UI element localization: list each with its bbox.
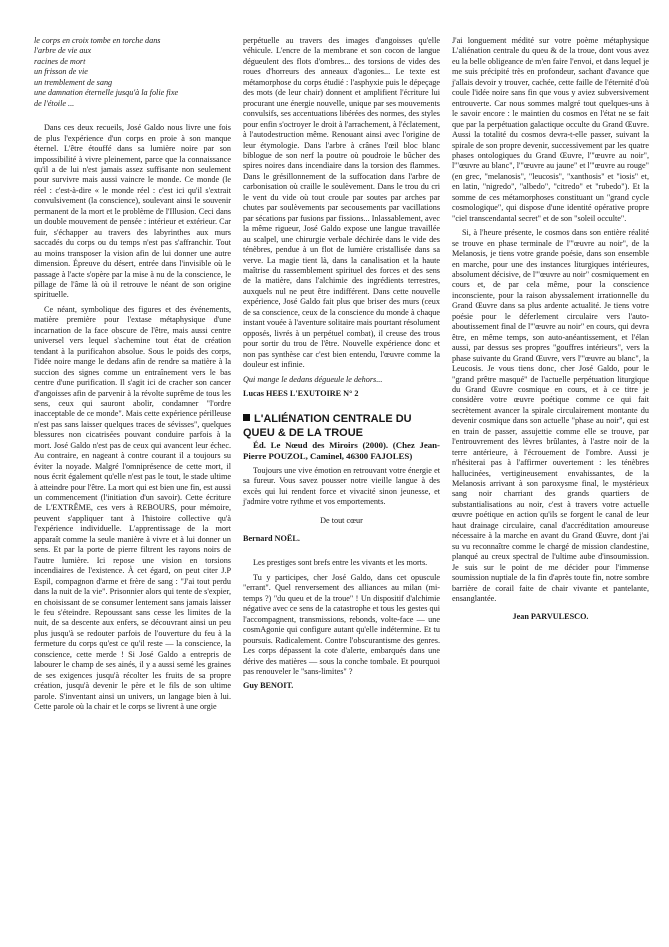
- letter-paragraph: J'ai longuement médité sur votre poème métaphysique L'aliénation centrale du queu & de la troue, dont vous avez eu la belle obligeance de m'en faire l'envoi, et dans lequel je me suis précipité très en profondeur, sachant d'avance que j'allais devoir y trouver, cachée, cette faille de l'éternité d'où coule l'idée noire sans fin que vous y aviez subversivement entrouverte. Car nous sommes malgré tout quelques-uns à le savoir encore : le maintien du cosmos en l'état ne se fait que par la perpétuation galactique occulte du Grand Œuvre. Aussi la totalité du cosmos devra-t-elle passer, suivant la spirale de son propre devenir, successivement par les quatre phases ontologiques du Grand Œuvre, l'"œuvre au noir", l'"œuvre au blanc", l'"œuvre au jaune" et l'"œuvre au rouge" (en grec, "melanosis", "leucosis", "xanthosis" et "iosis" et, en latin, "nigredo", "albedo", "citredo" et "rubedo"). Et la somme de ces métamorphoses constituant un "grand cycle cosmologique", qui dispose d'une identité opérative propre "ciel transcendantal secret" et de son "soleil occulte".: [452, 36, 649, 223]
- section-title: L'ALIÉNATION CENTRALE DU QUEU & DE LA TROUE: [243, 413, 412, 439]
- poem-line: un frisson de vie: [34, 67, 88, 77]
- signature: Jean PARVULESCO.: [512, 612, 589, 622]
- poem-line: l'arbre de vie aux: [34, 46, 92, 56]
- poem-line: une damnation éternelle jusqu'à la folie fixe: [34, 88, 179, 98]
- signature: Lucas HEES L'EXUTOIRE N° 2: [243, 388, 359, 398]
- letter-paragraph: Si, à l'heure présente, le cosmos dans son entière réalité se trouve en phase terminale de l'"œuvre au noir", de la Melanosis, je tiens votre grande poésie, dans son ensemble en marche, pour une des instances liturgiques intérieures, absolument décisive, de l'"œuvre au noir" cosmiquement en cours et, de par cela même, pour la conscience inconsciente, pour la raison abyssalement irrationnelle du Grand Œuvre dans sa plus ardente actualité. Je tiens votre poésie pour le déferlement circulaire vers l'auto-aboutissement final de l'"œuvre au noir" en cours, qui devra être, en même temps, son auto-anéantissement, et l'élan aussi, par dessus ses propres "gouffres intérieurs", vers la phase suivante du Grand Œuvre, vers l'"œuvre au blanc", la Leucosis. Je vous tiens donc, cher José Galdo, pour le "grand prêtre masqué" de l'actuelle perpétuation liturgique du Grand Œuvre cosmique en cours, et à ce titre je considère votre œuvre poétique comme ce qui fait secrètement avancer la spirale circulairement montante du devenir cosmique dans son actuelle "phase au noir", qui est en train de passer, assujettie comme elle se trouve, par l'entrouvrement des lèvres brûlantes, à l'astre noir de la terre antérieure, à l'écrouement de l'ombre. Aussi je n'hésiterai pas à l'affirmer ouvertement : les ténèbres hallucinées, vertigineusement envahissantes, de la Melanosis arrivant à son paroxysme final, le mystérieux sang noir charriant des grands quartiers de substantialisations au noir, c'est à travers votre actuelle œuvre poétique en action qu'ils se forgent le canal de leur haut drainage circulaire, canal d'accréditation amoureuse nécessaire à la marche en avant du Grand Œuvre, dont j'ai su vu reconnaître comme le chargé de mission clandestine, planqué au creux spectral de l'ultime aube d'insoumission. Je suis sur le point de me décider pour l'immense soumission nuptiale de la fin d'après toute fin, notre sombre barrière de corail faite de chair vivante et pantelante, ensanglantée.: [452, 228, 649, 604]
- signature: Guy BENOIT.: [243, 681, 294, 691]
- publication-info: Éd. Le Nœud des Miroirs (2000). (Chez Jean-Pierre POUZOL, Caminel, 46300 FAJOLES): [243, 439, 440, 461]
- review-paragraph: Dans ces deux recueils, José Galdo nous livre une fois de plus l'expérience d'un corps en proie à son manque éternel. L'être étouffé dans sa lumière noire par son impossibilité à vivre pleinement, parce que la connaissance qu'il a de lui n'est jamais assez suffisante non seulement pour survivre mais aussi vaincre le monde. Ce monde (le réel : c'est-à-dire « le monde réel : c'est ici qu'il s'extrait convulsivement (la conscience), soulevant ainsi le souvenir permanent de la mort et le problème de l'Illusion. Ceci dans un double mouvement de pensée : intérieur et extérieur. Car fuir, s'échapper au travers des labyrinthes aux murs saccadés du corps ou du temps n'est pas s'affranchir. Tout au moins transposer la vision afin de lui donner une autre dimension. Épreuve du désert, entrée dans l'invisible où le passage à l'acte s'opère par la mise à nu de la conscience, le pillage de l'âme là où il retrouve le néant de son origine spirituelle.: [34, 123, 231, 300]
- review-paragraph: perpétuelle au travers des images d'angoisses qu'elle véhicule. L'encre de la membrane et son cocon de langue dégueulent des flots d'ombres... des torsions de vides des roues d'horreurs des anneaux d'agonies... Le texte est métamorphose du corps étudié : l'asphyxie puis le dépeçage des mots (de leur chair) donnent et amplifient l'écriture lui procurant une énergie nouvelle, unique par ses mouvements convulsifs, ses accentuations libérées des normes, des styles pour enfin s'octroyer le droit à l'arrachement, à l'éclatement, à l'autodestruction même. Renouant ainsi avec l'origine de leur étymologie. Dans l'arbre à crânes l'œil bloc blanc biblogue de son nerf la poutre où poudroie le bûcher des spires noires dans incendiaire dans la torsion des flammes. Dans le grésillonnement de la suffocation dans l'arbre de carbonisation où craille le soulèvement. Dans le trou du cri le vent du vide où tout croule par soutes par arches par chutes par soulèvements par secousements par vacillations par sécations par fusions par fissions... Inlassablement, avec la même rigueur, José Galdo expose une langue travaillée au scalpel, une chirurgie verbale déchirée dans le vide des ténèbres, pendue à un flot de lumière cristallisée dans sa verve. La magie tient là, dans la canalisation et la haute maîtrise du rassemblement spirituel des forces et des sens de la matière, dans l'alchimie des ingrédients terrestres, auxquels nul ne peut être indifférent. Dans cette nouvelle expérience, José Galdo fait plus que briser des murs (ceux de sa conscience, ceux de la conscience du monde à chaque instant vouée à l'aventure solitaire mais pourtant résolument opposés, livrés à un perpétuel combat), il creuse des trous pour sortir du trou de l'être. Nouvelle expérience donc et non pas synthèse car c'est bien entendu, l'œuvre comme la douleur est infinie.: [243, 36, 440, 370]
- column-1: [34, 36, 231, 937]
- signature: Bernard NOËL.: [243, 534, 300, 544]
- poem-line: le corps en croix tombe en torche dans: [34, 36, 161, 45]
- letter-closing: De tout cœur: [320, 515, 363, 525]
- review-closing-line: Qui mange le dedans dégueule le dehors...: [243, 374, 383, 384]
- poem-line: un tremblement de sang: [34, 77, 113, 87]
- square-bullet-icon: [243, 414, 250, 421]
- section-heading: [243, 413, 440, 439]
- column-2: [243, 36, 440, 937]
- poem-line: de l'étoile ...: [34, 98, 75, 108]
- letter-paragraph: Les prestiges sont brefs entre les vivants et les morts.: [253, 558, 428, 568]
- column-3: [452, 36, 649, 937]
- poem-excerpt: [34, 36, 231, 109]
- letter-paragraph: Toujours une vive émotion en retrouvant votre énergie et sa fureur. Vous savez pousser notre vieille langue à des excès qui lui rendent force et vivacité sinon jeunesse, et j'admire votre rythme et vos emportements.: [243, 465, 440, 507]
- poem-line: racines de mort: [34, 56, 86, 66]
- letter-paragraph: Tu y participes, cher José Galdo, dans cet opuscule "errant". Quel renversement des alliances au milan (mi-temps ?) "du queu et de la troue" ! Un dispositif d'alchimie négative avec ce sens de la catastrophe et tous les gestes qui l'accompagnent, transmissions, rebonds, volte-face — une cosmAgonie qui configure autant qu'elle indétermine. Et tu poursuis. Radicalement. Contre l'obscurantisme des genres. Les corps dépassent la cote d'alerte, embarqués dans une dérive des matières — sous la conche tombale. Et pourquoi pas renouveler le "sans-limites" ?: [243, 572, 440, 676]
- review-paragraph: Ce néant, symbolique des figures et des événements, matière première pour l'extase métaphysique d'une incarnation de la face obscure de l'être, mais aussi centre universel vers lequel s'achemine tout état de création tendant à la purificahon absolue. Sous le poids des corps, l'idée noire mange le dedans afin de rendre sa matière à la succion des signes comme un entraînement vers le bas centre d'une purification. Il s'agit ici de cracher son cancer d'angoisses afin de parvenir à la révolte suprême de tous les sens, ceux qui sauront abolir, condamner "l'ordre inacceptable de ce monde". Mais cette expérience périlleuse n'est pas sans laisser quelques traces de sévisses", quelques blessures non cicatrisées pouvant conduire parfois à la mort. José Galdo n'est pas de ceux qui avancent leur échec. Au contraire, en nageant à contre courant il a toujours su éviter la noyade. Malgré l'omniprésence de cette mort, il nous écrit également qu'elle n'est pas le tout, le stade ultime à atteindre pour l'être. La mort qui est bien une fin, est aussi un commencement (l'initiation d'un savoir). Cette écriture de L'EXTRÊME, ces vers à REBOURS, pour mémoire, peuvent s'appliquer tant à l'histoire collective qu'à l'expérience individuelle. L'apprentissage de la mort apparaît comme la seule manière à vivre et à lui donner un sens. Et par la porte de pierre filtrent les rayons noirs de l'autre lumière. Ici repose une vision en torsions incendiaires de l'existence. À cet égard, on peut citer J.P Espil, compagnon d'arme et frère de sang : "J'ai tout perdu dans la nuit de la vie". Prisonnier alors qui tente de s'expier, en choisissant de se consumer lentement sans jamais laisser le feu s'éteindre. Repoussant sans cesse les limites de la nuit, de sa descente aux enfers, se découvrant ainsi un peu plus jusqu'à se redouter parfois de l'ouverture du feu à la fermeture du corps qu'est ce qu'il reste — la conscience, la conscience, cette merde ! Si José Galdo a entrepris de labourer le champ de ses ainés, il y a aussi semé les graines de ses exigences jusqu'à récolter les fruits de sa propre création, jusqu'à devenir le père et le fils de son ultime parole. S'inventant ainsi un univers, un langage bien à lui. Cette parole où la chair et le corps se livrent à une orgie: [34, 304, 232, 712]
